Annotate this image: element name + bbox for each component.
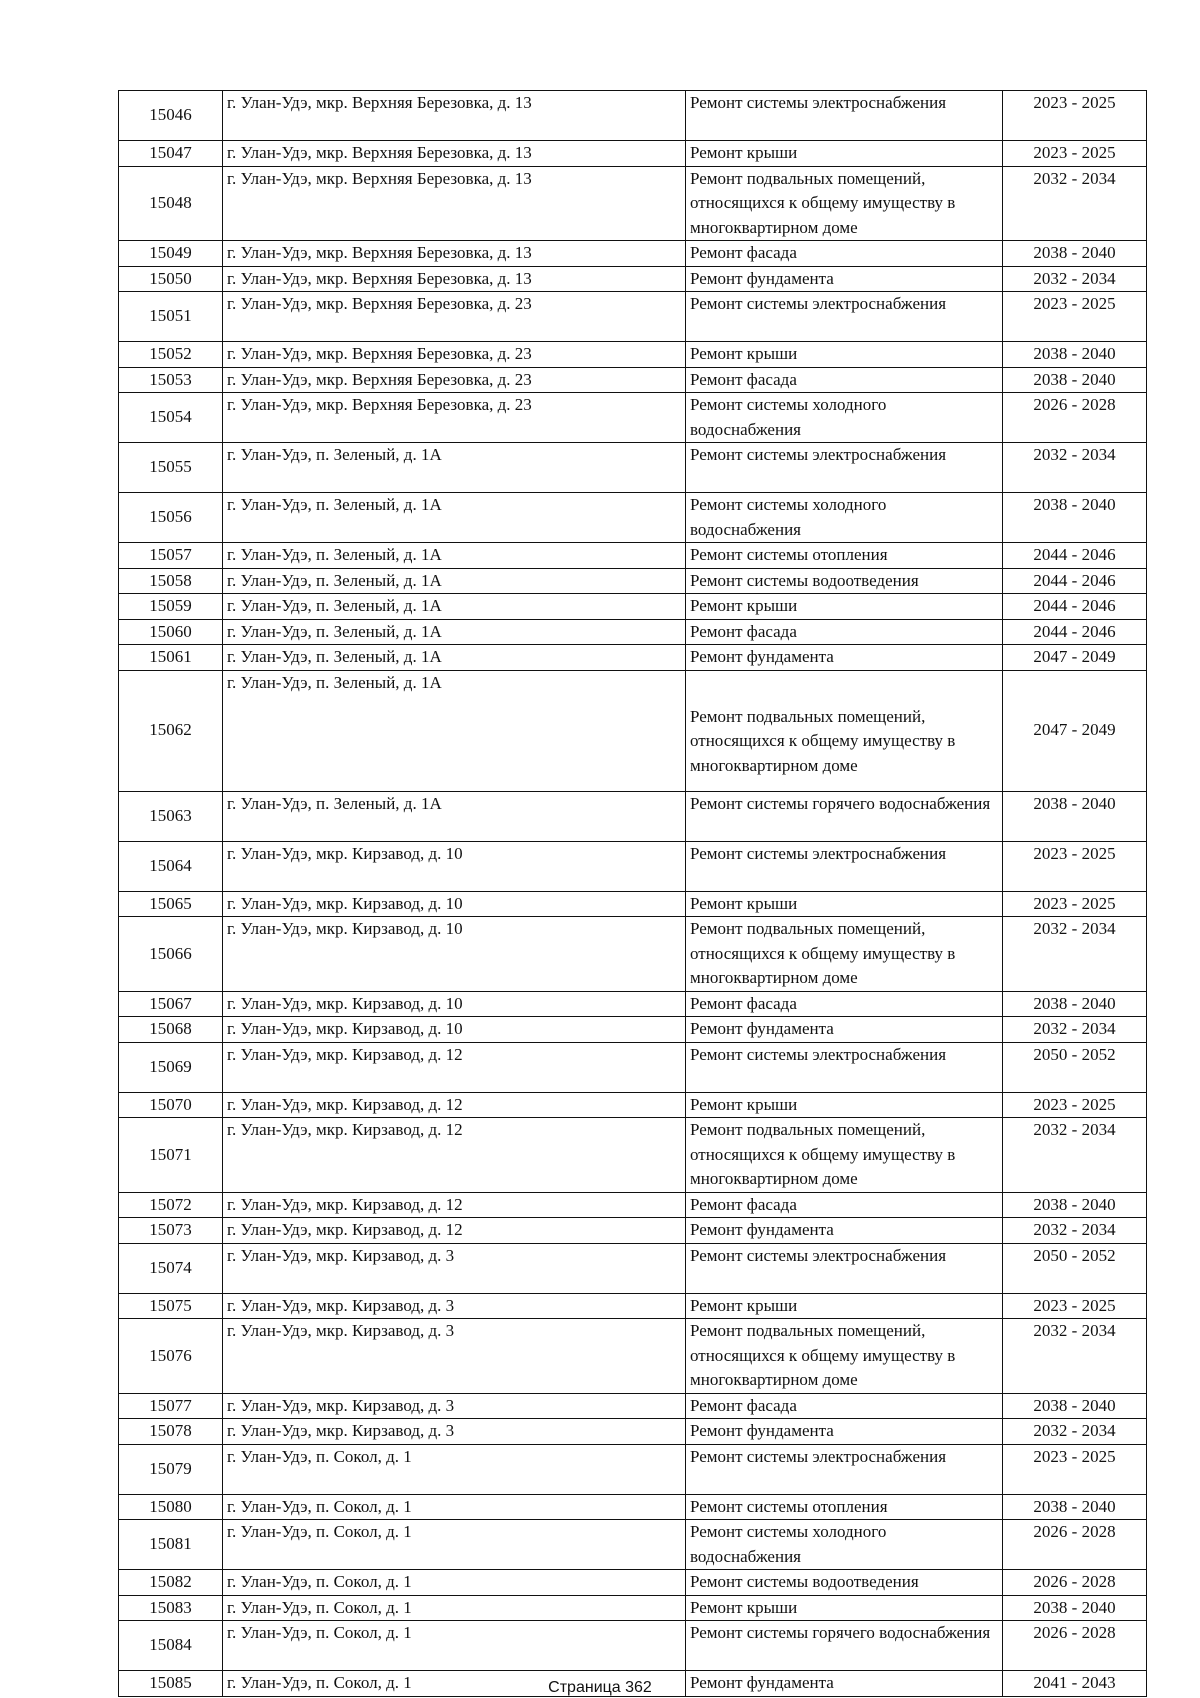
row-period: 2032 - 2034 [1003, 1419, 1147, 1445]
row-number: 15058 [119, 568, 223, 594]
row-period: 2038 - 2040 [1003, 1393, 1147, 1419]
row-number: 15083 [119, 1595, 223, 1621]
row-period: 2038 - 2040 [1003, 1494, 1147, 1520]
row-number: 15060 [119, 619, 223, 645]
row-work-type: Ремонт системы водоотведения [686, 1570, 1003, 1596]
row-period: 2032 - 2034 [1003, 1319, 1147, 1394]
table-row [119, 1192, 1147, 1218]
row-address: г. Улан-Удэ, мкр. Кирзавод, д. 3 [223, 1243, 686, 1293]
row-address: г. Улан-Удэ, п. Зеленый, д. 1А [223, 594, 686, 620]
row-work-type: Ремонт подвальных помещений, относящихся к общему имуществу в многоквартирном доме [686, 166, 1003, 241]
row-address: г. Улан-Удэ, п. Сокол, д. 1 [223, 1494, 686, 1520]
row-work-type: Ремонт крыши [686, 1293, 1003, 1319]
row-work-type: Ремонт фундамента [686, 645, 1003, 671]
row-number: 15055 [119, 443, 223, 493]
row-address: г. Улан-Удэ, мкр. Верхняя Березовка, д. 23 [223, 292, 686, 342]
row-number: 15076 [119, 1319, 223, 1394]
row-work-type: Ремонт системы горячего водоснабжения [686, 791, 1003, 841]
row-address: г. Улан-Удэ, мкр. Кирзавод, д. 12 [223, 1192, 686, 1218]
row-number: 15059 [119, 594, 223, 620]
row-period: 2023 - 2025 [1003, 1444, 1147, 1494]
row-period: 2047 - 2049 [1003, 670, 1147, 791]
table-row [119, 1595, 1147, 1621]
row-period: 2023 - 2025 [1003, 1293, 1147, 1319]
row-period: 2041 - 2043 [1003, 1671, 1147, 1697]
row-work-type: Ремонт системы холодного водоснабжения [686, 493, 1003, 543]
row-number: 15073 [119, 1218, 223, 1244]
row-address: г. Улан-Удэ, мкр. Верхняя Березовка, д. 23 [223, 393, 686, 443]
row-period: 2038 - 2040 [1003, 493, 1147, 543]
row-address: г. Улан-Удэ, мкр. Верхняя Березовка, д. 13 [223, 166, 686, 241]
row-address: г. Улан-Удэ, мкр. Кирзавод, д. 12 [223, 1218, 686, 1244]
row-period: 2032 - 2034 [1003, 443, 1147, 493]
row-period: 2026 - 2028 [1003, 1570, 1147, 1596]
row-work-type: Ремонт крыши [686, 1595, 1003, 1621]
row-number: 15065 [119, 891, 223, 917]
row-period: 2038 - 2040 [1003, 791, 1147, 841]
row-address: г. Улан-Удэ, п. Зеленый, д. 1А [223, 619, 686, 645]
row-period: 2023 - 2025 [1003, 141, 1147, 167]
table-row [119, 543, 1147, 569]
row-period: 2032 - 2034 [1003, 1118, 1147, 1193]
table-row [119, 1042, 1147, 1092]
table-row [119, 443, 1147, 493]
row-work-type: Ремонт крыши [686, 1092, 1003, 1118]
table-row [119, 991, 1147, 1017]
table-row [119, 1621, 1147, 1671]
row-period: 2032 - 2034 [1003, 1218, 1147, 1244]
row-period: 2032 - 2034 [1003, 917, 1147, 992]
row-work-type: Ремонт фасада [686, 991, 1003, 1017]
table-row [119, 266, 1147, 292]
row-period: 2038 - 2040 [1003, 1595, 1147, 1621]
table-row [119, 292, 1147, 342]
row-work-type: Ремонт подвальных помещений, относящихся к общему имуществу в многоквартирном доме [686, 1118, 1003, 1193]
row-work-type: Ремонт системы электроснабжения [686, 1444, 1003, 1494]
row-work-type: Ремонт подвальных помещений, относящихся к общему имуществу в многоквартирном доме [686, 1319, 1003, 1394]
table-row [119, 1243, 1147, 1293]
table-row [119, 141, 1147, 167]
row-period: 2038 - 2040 [1003, 367, 1147, 393]
row-period: 2023 - 2025 [1003, 1092, 1147, 1118]
row-work-type: Ремонт фасада [686, 367, 1003, 393]
row-work-type: Ремонт системы электроснабжения [686, 841, 1003, 891]
row-number: 15068 [119, 1017, 223, 1043]
row-period: 2050 - 2052 [1003, 1243, 1147, 1293]
table-row [119, 1570, 1147, 1596]
table-row [119, 1494, 1147, 1520]
row-work-type: Ремонт системы горячего водоснабжения [686, 1621, 1003, 1671]
row-address: г. Улан-Удэ, п. Зеленый, д. 1А [223, 568, 686, 594]
page-number: Страница 362 [548, 1679, 652, 1696]
row-period: 2044 - 2046 [1003, 568, 1147, 594]
row-number: 15078 [119, 1419, 223, 1445]
row-work-type: Ремонт системы водоотведения [686, 568, 1003, 594]
row-period: 2032 - 2034 [1003, 1017, 1147, 1043]
row-address: г. Улан-Удэ, п. Зеленый, д. 1А [223, 443, 686, 493]
row-address: г. Улан-Удэ, п. Сокол, д. 1 [223, 1671, 686, 1697]
row-number: 15047 [119, 141, 223, 167]
row-address: г. Улан-Удэ, п. Сокол, д. 1 [223, 1570, 686, 1596]
table-row [119, 1017, 1147, 1043]
row-period: 2038 - 2040 [1003, 241, 1147, 267]
row-address: г. Улан-Удэ, мкр. Кирзавод, д. 12 [223, 1118, 686, 1193]
table-row [119, 841, 1147, 891]
row-address: г. Улан-Удэ, мкр. Кирзавод, д. 10 [223, 841, 686, 891]
row-work-type: Ремонт фундамента [686, 1671, 1003, 1697]
row-work-type: Ремонт системы холодного водоснабжения [686, 1520, 1003, 1570]
row-period: 2023 - 2025 [1003, 292, 1147, 342]
row-address: г. Улан-Удэ, мкр. Верхняя Березовка, д. 23 [223, 342, 686, 368]
row-address: г. Улан-Удэ, п. Сокол, д. 1 [223, 1595, 686, 1621]
row-number: 15067 [119, 991, 223, 1017]
row-number: 15052 [119, 342, 223, 368]
row-address: г. Улан-Удэ, п. Зеленый, д. 1А [223, 791, 686, 841]
table-row [119, 594, 1147, 620]
row-work-type: Ремонт системы холодного водоснабжения [686, 393, 1003, 443]
table-row [119, 917, 1147, 992]
row-period: 2032 - 2034 [1003, 266, 1147, 292]
table-row [119, 791, 1147, 841]
row-address: г. Улан-Удэ, мкр. Кирзавод, д. 10 [223, 991, 686, 1017]
row-work-type: Ремонт системы отопления [686, 1494, 1003, 1520]
row-address: г. Улан-Удэ, мкр. Кирзавод, д. 3 [223, 1293, 686, 1319]
row-work-type: Ремонт подвальных помещений, относящихся к общему имуществу в многоквартирном доме [686, 917, 1003, 992]
row-address: г. Улан-Удэ, п. Зеленый, д. 1А [223, 670, 686, 791]
row-number: 15077 [119, 1393, 223, 1419]
table-row [119, 493, 1147, 543]
row-number: 15079 [119, 1444, 223, 1494]
row-number: 15050 [119, 266, 223, 292]
row-number: 15075 [119, 1293, 223, 1319]
row-period: 2023 - 2025 [1003, 841, 1147, 891]
table-row [119, 393, 1147, 443]
row-number: 15066 [119, 917, 223, 992]
row-number: 15053 [119, 367, 223, 393]
row-number: 15051 [119, 292, 223, 342]
row-number: 15062 [119, 670, 223, 791]
row-period: 2038 - 2040 [1003, 1192, 1147, 1218]
row-period: 2050 - 2052 [1003, 1042, 1147, 1092]
row-number: 15056 [119, 493, 223, 543]
row-number: 15046 [119, 91, 223, 141]
table-row [119, 1293, 1147, 1319]
row-number: 15064 [119, 841, 223, 891]
table-row [119, 619, 1147, 645]
row-work-type: Ремонт системы отопления [686, 543, 1003, 569]
table-row [119, 1419, 1147, 1445]
row-number: 15074 [119, 1243, 223, 1293]
row-work-type: Ремонт фасада [686, 241, 1003, 267]
row-address: г. Улан-Удэ, мкр. Кирзавод, д. 12 [223, 1042, 686, 1092]
table-row [119, 891, 1147, 917]
row-period: 2047 - 2049 [1003, 645, 1147, 671]
row-work-type: Ремонт фасада [686, 619, 1003, 645]
table-row [119, 342, 1147, 368]
row-address: г. Улан-Удэ, п. Зеленый, д. 1А [223, 543, 686, 569]
row-address: г. Улан-Удэ, п. Зеленый, д. 1А [223, 493, 686, 543]
row-work-type: Ремонт системы электроснабжения [686, 1243, 1003, 1293]
row-number: 15054 [119, 393, 223, 443]
table-row [119, 367, 1147, 393]
table-row [119, 645, 1147, 671]
row-work-type: Ремонт крыши [686, 141, 1003, 167]
row-period: 2044 - 2046 [1003, 619, 1147, 645]
row-address: г. Улан-Удэ, мкр. Кирзавод, д. 3 [223, 1319, 686, 1394]
row-period: 2044 - 2046 [1003, 543, 1147, 569]
row-number: 15082 [119, 1570, 223, 1596]
row-period: 2023 - 2025 [1003, 891, 1147, 917]
row-work-type: Ремонт фундамента [686, 1218, 1003, 1244]
row-work-type: Ремонт фасада [686, 1393, 1003, 1419]
row-address: г. Улан-Удэ, мкр. Кирзавод, д. 10 [223, 1017, 686, 1043]
row-period: 2023 - 2025 [1003, 91, 1147, 141]
table-row [119, 568, 1147, 594]
row-address: г. Улан-Удэ, мкр. Кирзавод, д. 12 [223, 1092, 686, 1118]
row-number: 15061 [119, 645, 223, 671]
table-row [119, 1319, 1147, 1394]
row-work-type: Ремонт фундамента [686, 1017, 1003, 1043]
row-period: 2038 - 2040 [1003, 991, 1147, 1017]
row-address: г. Улан-Удэ, мкр. Кирзавод, д. 10 [223, 917, 686, 992]
row-address: г. Улан-Удэ, мкр. Кирзавод, д. 10 [223, 891, 686, 917]
row-period: 2026 - 2028 [1003, 1520, 1147, 1570]
table-row [119, 1520, 1147, 1570]
table-row [119, 1092, 1147, 1118]
row-number: 15071 [119, 1118, 223, 1193]
row-address: г. Улан-Удэ, мкр. Верхняя Березовка, д. 13 [223, 266, 686, 292]
row-work-type: Ремонт системы электроснабжения [686, 292, 1003, 342]
row-address: г. Улан-Удэ, мкр. Верхняя Березовка, д. 13 [223, 141, 686, 167]
row-period: 2038 - 2040 [1003, 342, 1147, 368]
table-row [119, 670, 1147, 791]
row-address: г. Улан-Удэ, мкр. Верхняя Березовка, д. 13 [223, 241, 686, 267]
row-number: 15080 [119, 1494, 223, 1520]
row-number: 15070 [119, 1092, 223, 1118]
row-work-type: Ремонт крыши [686, 342, 1003, 368]
row-address: г. Улан-Удэ, мкр. Верхняя Березовка, д. 23 [223, 367, 686, 393]
row-number: 15048 [119, 166, 223, 241]
row-address: г. Улан-Удэ, мкр. Кирзавод, д. 3 [223, 1419, 686, 1445]
table-row [119, 1218, 1147, 1244]
row-work-type: Ремонт системы электроснабжения [686, 91, 1003, 141]
row-number: 15069 [119, 1042, 223, 1092]
row-address: г. Улан-Удэ, п. Сокол, д. 1 [223, 1444, 686, 1494]
row-number: 15049 [119, 241, 223, 267]
row-period: 2026 - 2028 [1003, 1621, 1147, 1671]
repair-schedule-table [118, 90, 1147, 1697]
row-number: 15063 [119, 791, 223, 841]
row-work-type: Ремонт фундамента [686, 266, 1003, 292]
row-period: 2032 - 2034 [1003, 166, 1147, 241]
row-number: 15084 [119, 1621, 223, 1671]
row-work-type: Ремонт системы электроснабжения [686, 443, 1003, 493]
row-work-type: Ремонт крыши [686, 594, 1003, 620]
row-work-type: Ремонт системы электроснабжения [686, 1042, 1003, 1092]
table-row [119, 1393, 1147, 1419]
table-row [119, 241, 1147, 267]
row-work-type: Ремонт подвальных помещений, относящихся к общему имуществу в многоквартирном доме [686, 670, 1003, 791]
row-period: 2044 - 2046 [1003, 594, 1147, 620]
table-row [119, 1118, 1147, 1193]
table-row [119, 1444, 1147, 1494]
table-row [119, 91, 1147, 141]
row-period: 2026 - 2028 [1003, 393, 1147, 443]
row-address: г. Улан-Удэ, мкр. Кирзавод, д. 3 [223, 1393, 686, 1419]
row-address: г. Улан-Удэ, п. Зеленый, д. 1А [223, 645, 686, 671]
row-address: г. Улан-Удэ, п. Сокол, д. 1 [223, 1621, 686, 1671]
row-number: 15081 [119, 1520, 223, 1570]
row-number: 15085 [119, 1671, 223, 1697]
row-number: 15057 [119, 543, 223, 569]
table-row [119, 166, 1147, 241]
row-address: г. Улан-Удэ, мкр. Верхняя Березовка, д. 13 [223, 91, 686, 141]
table-body [119, 91, 1147, 1697]
row-address: г. Улан-Удэ, п. Сокол, д. 1 [223, 1520, 686, 1570]
row-work-type: Ремонт фасада [686, 1192, 1003, 1218]
row-number: 15072 [119, 1192, 223, 1218]
row-work-type: Ремонт крыши [686, 891, 1003, 917]
row-work-type: Ремонт фундамента [686, 1419, 1003, 1445]
